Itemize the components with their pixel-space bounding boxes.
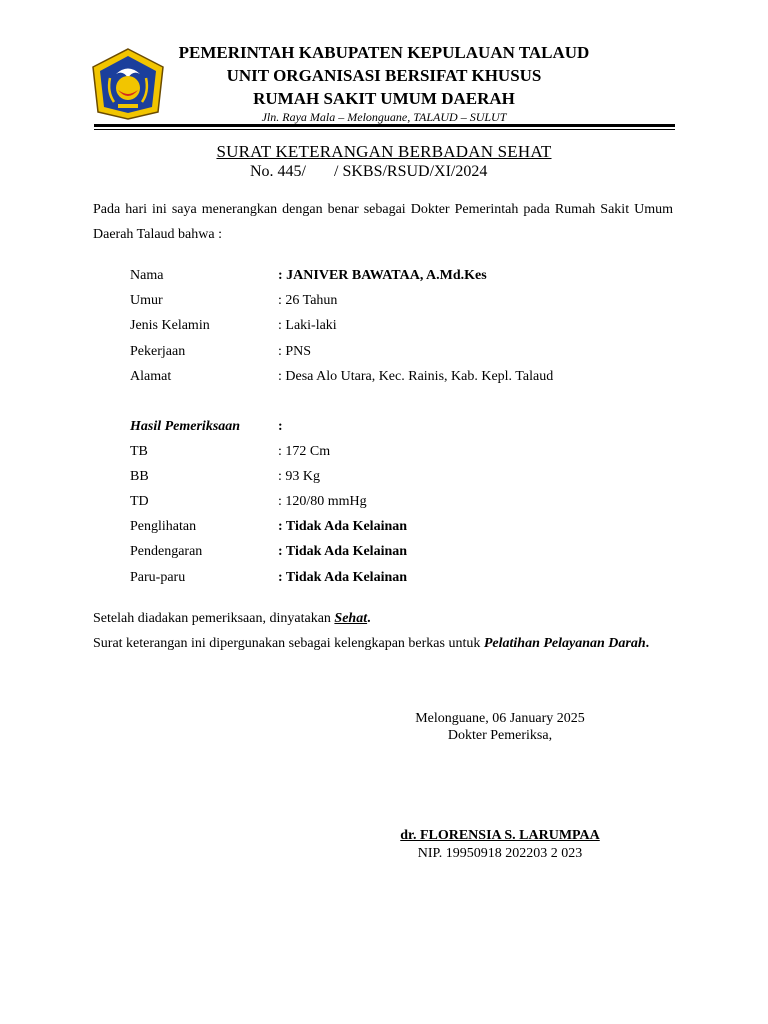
identity-value-occupation: : PNS	[278, 344, 312, 359]
letterhead-hospital: RUMAH SAKIT UMUM DAERAH	[253, 89, 515, 108]
letterhead-address: Jln. Raya Mala – Melonguane, TALAUD – SULUT	[261, 110, 507, 124]
identity-value-name: : JANIVER BAWATAA, A.Md.Kes	[278, 268, 487, 283]
exam-value-height: : 172 Cm	[278, 444, 331, 459]
conclusion-suffix: .	[367, 611, 371, 626]
intro-paragraph: Pada hari ini saya menerangkan dengan benar sebagai Dokter Pemerintah pada Rumah Sakit Umum Daerah Talaud bahwa :	[93, 202, 673, 242]
identity-label-age: Umur	[130, 293, 163, 308]
document-number: No. 445/ / SKBS/RSUD/XI/2024	[250, 163, 488, 180]
exam-heading-colon: :	[278, 419, 283, 434]
letterhead-unit: UNIT ORGANISASI BERSIFAT KHUSUS	[226, 66, 542, 85]
purpose-suffix: .	[645, 636, 650, 651]
exam-label-lungs: Paru-paru	[130, 570, 186, 585]
exam-value-lungs: : Tidak Ada Kelainan	[278, 570, 408, 585]
identity-label-address: Alamat	[130, 369, 172, 384]
purpose-emphasis: Pelatihan Pelayanan Darah	[483, 636, 646, 651]
signature-place-date: Melonguane, 06 January 2025	[415, 711, 585, 726]
identity-value-age: : 26 Tahun	[278, 293, 338, 308]
signature-nip: NIP. 19950918 202203 2 023	[417, 846, 583, 861]
exam-label-vision: Penglihatan	[130, 519, 197, 534]
letterhead-government: PEMERINTAH KABUPATEN KEPULAUAN TALAUD	[178, 43, 590, 62]
exam-label-blood-pressure: TD	[130, 494, 149, 509]
exam-value-weight: : 93 Kg	[278, 469, 320, 484]
conclusion-prefix: Setelah diadakan pemeriksaan, dinyatakan	[93, 611, 335, 626]
signature-name: dr. FLORENSIA S. LARUMPAA	[400, 828, 600, 843]
identity-value-address: : Desa Alo Utara, Kec. Rainis, Kab. Kepl. Talaud	[278, 369, 554, 384]
signature-role: Dokter Pemeriksa,	[447, 728, 553, 743]
exam-value-blood-pressure: : 120/80 mmHg	[278, 494, 367, 509]
identity-label-gender: Jenis Kelamin	[130, 318, 210, 333]
purpose-prefix: Surat keterangan ini dipergunakan sebagai kelengkapan berkas untuk	[93, 636, 484, 651]
document-title: SURAT KETERANGAN BERBADAN SEHAT	[216, 142, 552, 161]
identity-label-occupation: Pekerjaan	[130, 344, 186, 359]
exam-value-hearing: : Tidak Ada Kelainan	[278, 544, 408, 559]
letterhead-rule-thin	[94, 129, 675, 130]
conclusion-paragraph	[93, 606, 673, 631]
purpose-paragraph	[93, 631, 673, 656]
exam-heading: Hasil Pemeriksaan	[130, 419, 241, 434]
letterhead-rule-thick	[94, 124, 675, 127]
exam-label-height: TB	[130, 444, 148, 459]
identity-value-gender: : Laki-laki	[278, 318, 337, 333]
identity-label-name: Nama	[130, 268, 164, 283]
exam-value-vision: : Tidak Ada Kelainan	[278, 519, 408, 534]
conclusion-status: Sehat	[334, 611, 368, 626]
exam-label-weight: BB	[130, 469, 149, 484]
exam-label-hearing: Pendengaran	[130, 544, 203, 559]
